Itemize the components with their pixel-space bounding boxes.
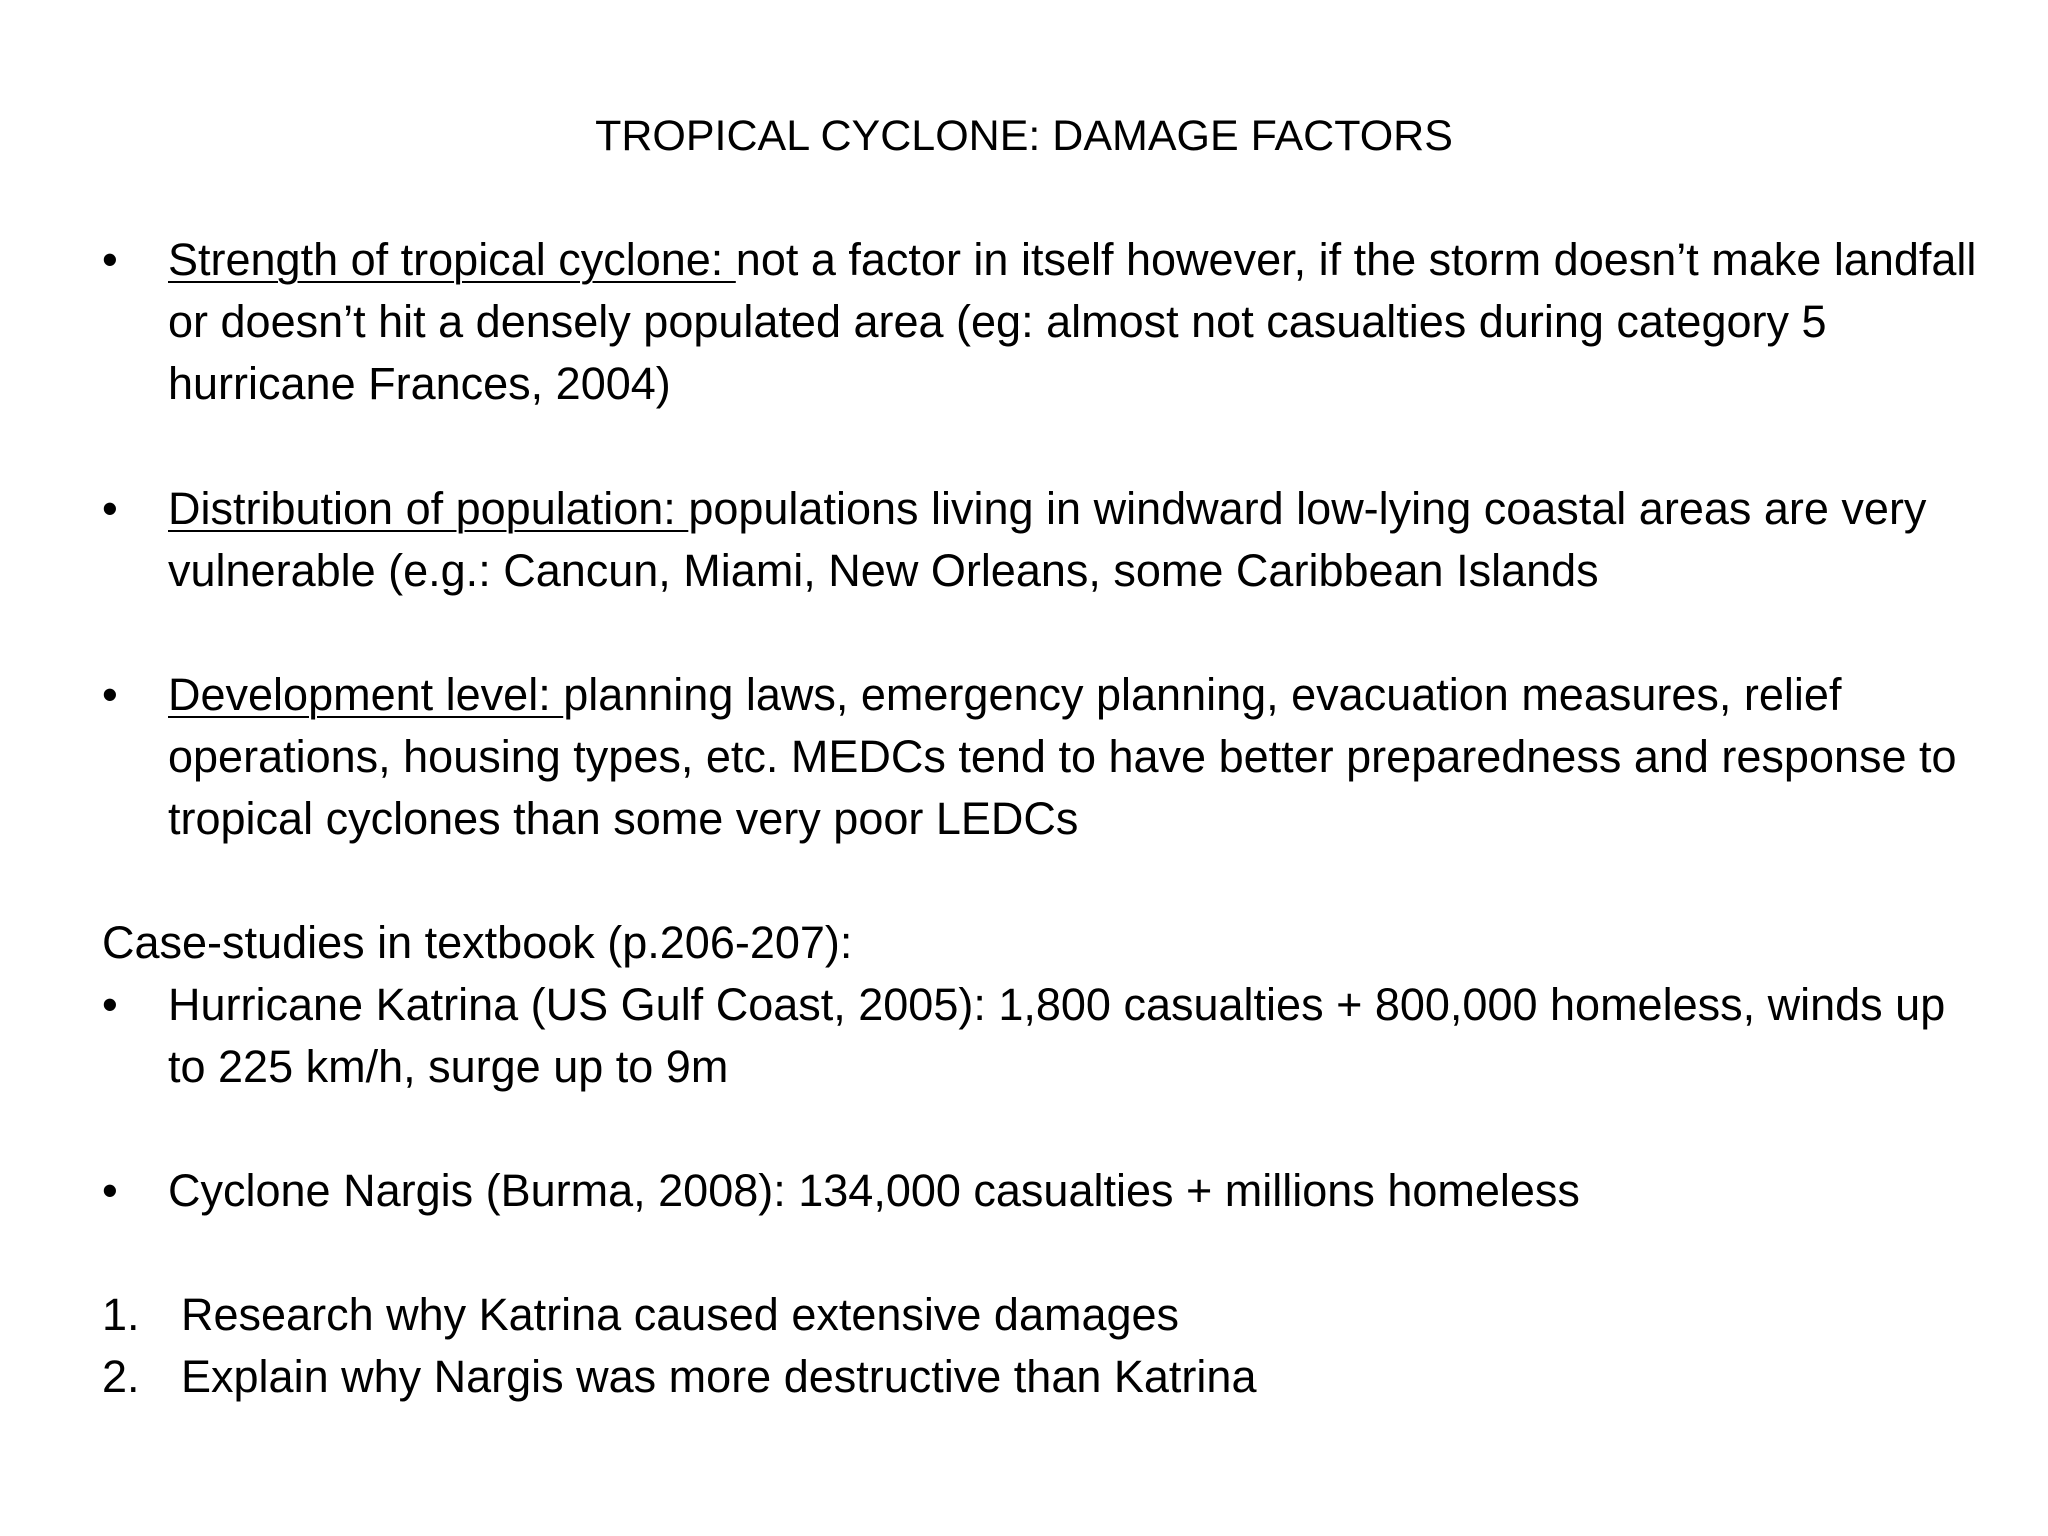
factor-list: [102, 478, 1982, 602]
slide-title: TROPICAL CYCLONE: DAMAGE FACTORS: [595, 112, 1453, 160]
bullet-icon: •: [102, 483, 118, 534]
factor-item-strength: [102, 229, 1982, 415]
factor-text: populations living in windward low-lying coastal areas are very vulnerable (e.g.: Cancun, Miami, New Orleans, some Caribbean Islands: [168, 483, 1927, 596]
case-study-text: Hurricane Katrina (US Gulf Coast, 2005): 1,800 casualties + 800,000 homeless, winds up to 225 km/h, surge up to 9m: [168, 979, 1946, 1092]
bullet-icon: •: [102, 1165, 118, 1216]
case-study-text: Cyclone Nargis (Burma, 2008): 134,000 casualties + millions homeless: [168, 1165, 1580, 1216]
factor-list: [102, 229, 1982, 415]
factor-text: not a factor in itself however, if the storm doesn’t make landfall or doesn’t hit a densely populated area (eg: almost not casualties during category 5 hurricane Frances, 2004): [168, 234, 1977, 409]
case-study-list: [102, 1160, 1982, 1222]
case-study-katrina: [102, 974, 1982, 1098]
factor-label: Distribution of population:: [168, 483, 689, 534]
bullet-icon: •: [102, 979, 118, 1030]
case-study-nargis: [102, 1160, 1982, 1222]
task-text: Explain why Nargis was more destructive than Katrina: [181, 1351, 1257, 1402]
factor-item-development: [102, 664, 1982, 850]
bullet-icon: •: [102, 234, 118, 285]
bullet-icon: •: [102, 669, 118, 720]
factor-label: Strength of tropical cyclone:: [168, 234, 736, 285]
case-studies-heading: Case-studies in textbook (p.206-207):: [102, 917, 853, 968]
task-number: 1.: [102, 1289, 140, 1340]
task-item: [102, 1284, 1982, 1346]
task-number: 2.: [102, 1351, 140, 1402]
task-item: [102, 1346, 1982, 1408]
task-list: [102, 1284, 1982, 1408]
case-study-list: [102, 974, 1982, 1098]
task-text: Research why Katrina caused extensive damages: [181, 1289, 1180, 1340]
factor-text: planning laws, emergency planning, evacuation measures, relief operations, housing types, etc. MEDCs tend to have better preparedness and response to tropical cyclones than some very poor LEDCs: [168, 669, 1957, 844]
factor-label: Development level:: [168, 669, 564, 720]
factor-item-population: [102, 478, 1982, 602]
factor-list: [102, 664, 1982, 850]
